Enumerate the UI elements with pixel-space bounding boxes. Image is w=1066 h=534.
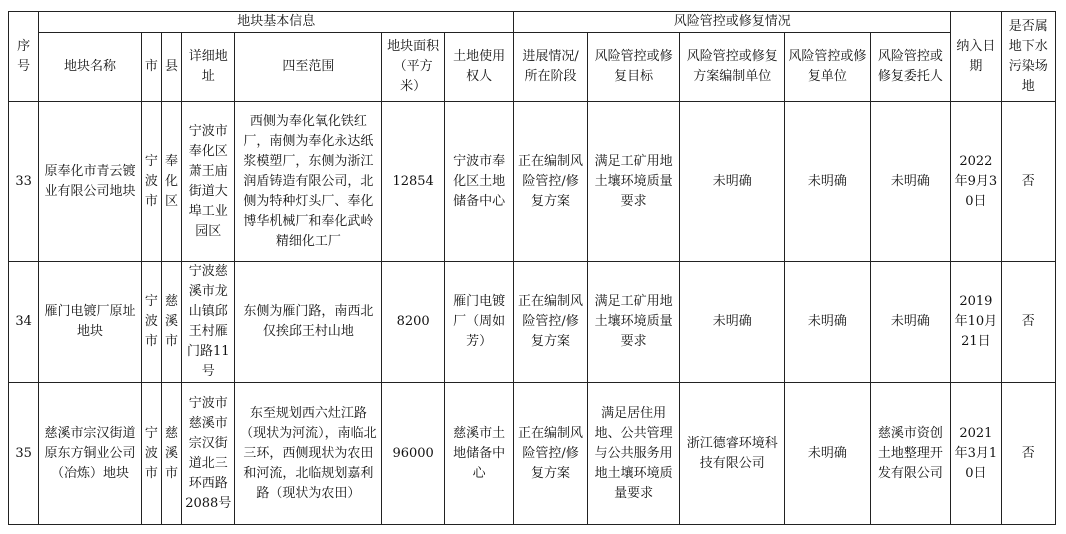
cell-boundary: 东至规划西六灶江路（现状为河流），南临北三环，西侧现状为农田和河流，北临规划嘉利路（现状为农田）: [235, 383, 382, 525]
cell-client: 未明确: [870, 262, 951, 383]
header-client: 风险管控或修复委托人: [870, 33, 951, 102]
cell-index: 34: [9, 262, 39, 383]
table-row: [9, 383, 1056, 525]
cell-index: 33: [9, 102, 39, 262]
cell-area: 96000: [382, 383, 444, 525]
cell-groundwater: 否: [1001, 383, 1055, 525]
cell-city: 宁波市: [141, 102, 161, 262]
cell-target: 满足居住用地、公共管理与公共服务用地土壤环境质量要求: [587, 383, 680, 525]
cell-owner: 宁波市奉化区土地储备中心: [444, 102, 513, 262]
cell-progress: 正在编制风险管控/修复方案: [514, 383, 587, 525]
header-owner: 土地使用权人: [444, 33, 513, 102]
contaminated-land-table: [8, 11, 1056, 525]
cell-target: 满足工矿用地土壤环境质量要求: [587, 102, 680, 262]
cell-plan-unit: 未明确: [680, 262, 785, 383]
cell-date: 2022年9月30日: [951, 102, 1001, 262]
cell-repair-unit: 未明确: [785, 262, 871, 383]
cell-area: 12854: [382, 102, 444, 262]
header-row: [9, 33, 1056, 102]
cell-county: 慈溪市: [161, 383, 181, 525]
table-row: [9, 262, 1056, 383]
cell-client: 慈溪市资创土地整理开发有限公司: [870, 383, 951, 525]
cell-plan-unit: 浙江德睿环境科技有限公司: [680, 383, 785, 525]
cell-city: 宁波市: [141, 383, 161, 525]
cell-city: 宁波市: [141, 262, 161, 383]
cell-progress: 正在编制风险管控/修复方案: [514, 262, 587, 383]
cell-address: 宁波慈溪市龙山镇邱王村雁门路11号: [182, 262, 235, 383]
header-group-basic: 地块基本信息: [39, 12, 514, 33]
header-repair-unit: 风险管控或修复单位: [785, 33, 871, 102]
cell-owner: 慈溪市土地储备中心: [444, 383, 513, 525]
cell-index: 35: [9, 383, 39, 525]
cell-repair-unit: 未明确: [785, 383, 871, 525]
cell-name: 雁门电镀厂原址地块: [39, 262, 142, 383]
cell-county: 慈溪市: [161, 262, 181, 383]
cell-repair-unit: 未明确: [785, 102, 871, 262]
header-address: 详细地址: [182, 33, 235, 102]
cell-plan-unit: 未明确: [680, 102, 785, 262]
cell-groundwater: 否: [1001, 102, 1055, 262]
cell-area: 8200: [382, 262, 444, 383]
header-index: 序号: [9, 12, 39, 102]
cell-owner: 雁门电镀厂（周如芳）: [444, 262, 513, 383]
header-group-risk: 风险管控或修复情况: [514, 12, 951, 33]
header-name: 地块名称: [39, 33, 142, 102]
cell-date: 2019年10月21日: [951, 262, 1001, 383]
table-row: [9, 102, 1056, 262]
cell-target: 满足工矿用地土壤环境质量要求: [587, 262, 680, 383]
header-target: 风险管控或修复目标: [587, 33, 680, 102]
header-area: 地块面积（平方米）: [382, 33, 444, 102]
cell-name: 原奉化市青云镀业有限公司地块: [39, 102, 142, 262]
cell-name: 慈溪市宗汉街道原东方铜业公司（冶炼）地块: [39, 383, 142, 525]
header-progress: 进展情况/所在阶段: [514, 33, 587, 102]
header-plan-unit: 风险管控或修复方案编制单位: [680, 33, 785, 102]
header-city: 市: [141, 33, 161, 102]
cell-boundary: 东侧为雁门路，南西北仅挨邱王村山地: [235, 262, 382, 383]
cell-progress: 正在编制风险管控/修复方案: [514, 102, 587, 262]
header-county: 县: [161, 33, 181, 102]
cell-date: 2021年3月10日: [951, 383, 1001, 525]
header-groundwater: 是否属地下水污染场地: [1001, 12, 1055, 102]
cell-address: 宁波市奉化区萧王庙街道大埠工业园区: [182, 102, 235, 262]
cell-boundary: 西侧为奉化氧化铁红厂，南侧为奉化永达纸浆模塑厂，东侧为浙江润盾铸造有限公司，北侧为特种灯头厂、奉化博华机械厂和奉化武岭精细化工厂: [235, 102, 382, 262]
cell-client: 未明确: [870, 102, 951, 262]
cell-county: 奉化区: [161, 102, 181, 262]
cell-groundwater: 否: [1001, 262, 1055, 383]
cell-address: 宁波市慈溪市宗汉街道北三环西路2088号: [182, 383, 235, 525]
header-boundary: 四至范围: [235, 33, 382, 102]
header-group-row: [9, 12, 1056, 33]
header-date: 纳入日期: [951, 12, 1001, 102]
